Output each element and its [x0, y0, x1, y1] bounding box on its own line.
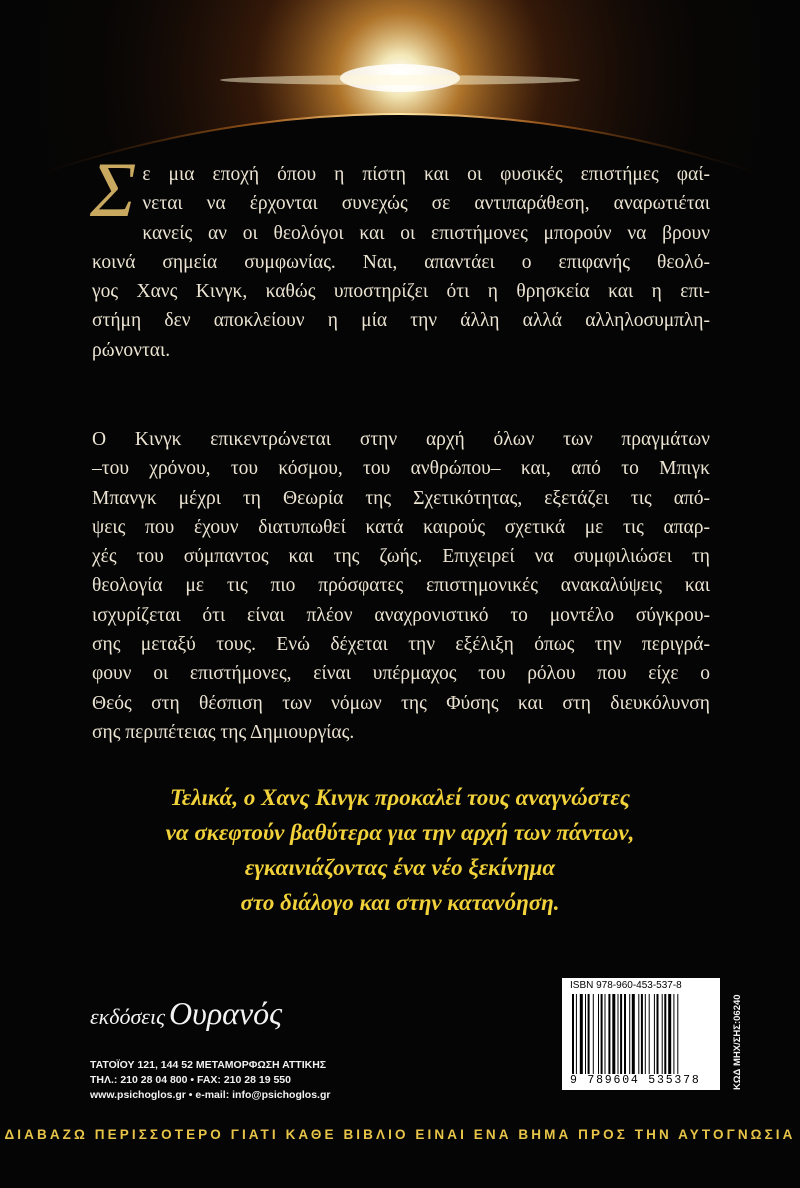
- paragraph-line: σης περιπέτειας της Δημιουργίας.: [92, 721, 355, 743]
- barcode-stripe: [580, 994, 583, 1074]
- paragraph-line: κανείς αν οι θεολόγοι και οι επιστήμονες μπορούν να βρουν: [142, 222, 710, 244]
- paragraph-line: στήμη δεν αποκλείουν η μία την άλλη αλλά αλληλοσυμπλη-: [92, 310, 710, 332]
- intro-paragraph: [90, 146, 710, 365]
- paragraph-line: θεολογία με τις πιο πρόσφατες επιστημονικές ανακαλύψεις και: [92, 575, 710, 597]
- paragraph-line: –του χρόνου, του κόσμου, του ανθρώπου– και, από το Μπιγκ: [92, 458, 710, 480]
- publisher-contact: [90, 1058, 410, 1103]
- barcode-stripe: [664, 994, 666, 1074]
- barcode-stripe: [593, 994, 594, 1074]
- series-motto: ΔΙΑΒΑΖΩ ΠΕΡΙΣΣΟΤΕΡΟ ΓΙΑΤΙ ΚΑΘΕ ΒΙΒΛΙΟ ΕΙΝΑΙ ΕΝΑ ΒΗΜΑ ΠΡΟΣ ΤΗΝ ΑΥΤΟΓΝΩΣΙΑ: [4, 1127, 796, 1142]
- publisher-address: ΤΑΤΟΪΟΥ 121, 144 52 ΜΕΤΑΜΟΡΦΩΣΗ ΑΤΤΙΚΗΣ: [90, 1059, 327, 1071]
- drop-cap: Σ: [90, 146, 137, 233]
- barcode-stripe: [576, 994, 577, 1074]
- paragraph-line: ε μια εποχή όπου η πίστη και οι φυσικές επιστήμες φαί-: [142, 164, 710, 185]
- barcode-stripe: [572, 994, 574, 1074]
- paragraph-line: κοινά σημεία συμφωνίας. Ναι, απαντάει ο επιφανής θεολό-: [92, 251, 710, 273]
- barcode-stripe: [620, 994, 622, 1074]
- barcode-stripe: [608, 994, 610, 1074]
- barcode-stripe: [673, 994, 674, 1074]
- barcode-stripe: [645, 994, 646, 1074]
- publisher-web-email: www.psichoglos.gr • e-mail: info@psichoglos.gr: [90, 1089, 331, 1101]
- barcode-stripe: [662, 994, 663, 1074]
- quote-line: στο διάλογο και στην κατανόηση.: [240, 890, 560, 915]
- barcode-bars: [570, 994, 712, 1074]
- paragraph-line: νεται να έρχονται συνεχώς σε αντιπαράθεση, αναρωτιέται: [142, 193, 710, 215]
- isbn-text: ISBN 978-960-453-537-8: [570, 980, 682, 991]
- logo-small-text: εκδόσεις: [90, 1004, 166, 1029]
- main-paragraph: [92, 425, 710, 747]
- paragraph-line: Μπανγκ μέχρι τη Θεωρία της Σχετικότητας, εξετάζει τις από-: [92, 487, 710, 509]
- paragraph-line: χές του σύμπαντος και της ζωής. Επιχειρεί να συμφιλιώσει τη: [92, 546, 710, 568]
- barcode-stripe: [629, 994, 630, 1074]
- barcode-stripe: [641, 994, 643, 1074]
- paragraph-line: ψεις που έχουν διατυπωθεί κατά καιρούς σχετικά με τις απαρ-: [92, 516, 710, 538]
- logo-big-text: Ουρανός: [169, 995, 283, 1031]
- paragraph-line: γος Χανς Κινγκ, καθώς υποστηρίζει ότι η θρησκεία και η επι-: [92, 281, 710, 303]
- barcode-stripe: [649, 994, 650, 1074]
- publisher-logo: [90, 995, 282, 1032]
- barcode-stripe: [601, 994, 603, 1074]
- barcode-stripe: [605, 994, 606, 1074]
- barcode-stripe: [677, 994, 678, 1074]
- quote-line: εγκαινιάζοντας ένα νέο ξεκίνημα: [244, 855, 556, 880]
- paragraph-line: φουν οι επιστήμονες, είναι υπέρμαχος του ρόλου που είχε ο: [92, 663, 710, 685]
- product-code-vertical: ΚΩΔ ΜΗΧ/ΣΗΣ:06240: [732, 994, 743, 1090]
- barcode-stripe: [598, 994, 599, 1074]
- publisher-phone-fax: ΤΗΛ.: 210 28 04 800 • FAX: 210 28 19 550: [90, 1074, 291, 1086]
- quote-line: Τελικά, ο Χανς Κινγκ προκαλεί τους αναγνώστες: [169, 785, 631, 810]
- paragraph-line: σης μεταξύ τους. Ενώ δέχεται την εξέλιξη όπως την περιγρά-: [92, 634, 710, 656]
- barcode-digits: 9 789604 535378: [570, 1074, 701, 1087]
- barcode-stripe: [624, 994, 626, 1074]
- barcode-stripe: [632, 994, 635, 1074]
- barcode-stripe: [585, 994, 586, 1074]
- barcode-stripe: [588, 994, 590, 1074]
- quote-line: να σκεφτούν βαθύτερα για την αρχή των πάντων,: [165, 820, 635, 845]
- barcode-stripe: [657, 994, 659, 1074]
- paragraph-line: Θεός στη θέσπιση των νόμων της Φύσης και στη διευκόλυνση: [92, 692, 710, 714]
- paragraph-line: ρώνονται.: [92, 339, 171, 361]
- barcode-stripe: [612, 994, 615, 1074]
- barcode-stripe: [654, 994, 655, 1074]
- highlight-quote: [0, 780, 800, 920]
- barcode-stripe: [638, 994, 639, 1074]
- barcode-panel: [562, 978, 720, 1090]
- paragraph-line: ισχυρίζεται ότι είναι πλέον αναχρονιστικό το μοντέλο σύγκρου-: [92, 604, 710, 626]
- barcode-stripe: [668, 994, 671, 1074]
- barcode-stripe: [618, 994, 619, 1074]
- paragraph-line: Ο Κινγκ επικεντρώνεται στην αρχή όλων των πραγμάτων: [92, 429, 710, 450]
